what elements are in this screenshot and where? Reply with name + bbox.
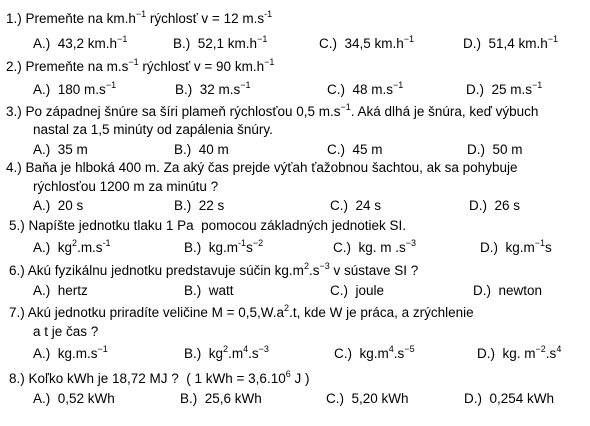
question-number: 4.) [6,160,22,175]
question-1 [6,9,273,26]
option-text: 0,254 kWh [489,391,555,406]
option-4d[interactable] [469,199,520,213]
question-number: 6.) [9,263,25,278]
option-1b[interactable] [173,34,268,51]
option-text: joule [355,283,385,298]
question-3 [6,102,539,119]
question-4-continuation: rýchlosťou 1200 m za minútu ? [33,179,219,194]
option-label: C.) [327,82,345,97]
option-text: 45 m [352,142,383,157]
question-text: Po západnej šnúre sa šíri plameň rýchlosťou 0,5 $m.s^{-1}$. Aká dlhá je šnúra, keď výbuch [25,102,539,119]
option-6b[interactable] [184,284,234,298]
option-text: 24 s [355,198,382,213]
option-label: B.) [174,142,192,157]
option-text: 20 s [57,198,84,213]
option-label: D.) [466,82,484,97]
option-label: A.) [33,198,51,213]
option-label: C.) [333,240,351,255]
option-text: 43,2 $km.h^{-1}$ [57,34,128,51]
option-text: $kg.m^{-1}s^{-2}$ [208,238,264,255]
option-text: 22 s [198,198,225,213]
option-label: D.) [467,142,485,157]
option-6a[interactable] [33,284,88,298]
option-label: B.) [184,346,202,361]
option-label: A.) [33,240,51,255]
question-number: 7.) [9,305,25,320]
option-3c[interactable] [327,143,383,157]
option-1d[interactable] [463,34,559,51]
question-text: Akú fyzikálnu jednotku predstavuje súčin $kg.m^2.s^{-3}$ v sústave SI ? [27,261,419,278]
question-8 [9,369,310,386]
option-text: newton [498,283,543,298]
option-text: $kg.m^4.s^{-5}$ [359,344,415,361]
option-text: $kg^2.m.s^{-1}$ [57,238,111,255]
option-5c[interactable] [333,238,417,255]
option-label: B.) [174,198,192,213]
option-text: 50 m [492,142,523,157]
option-7a[interactable] [33,344,108,361]
option-text: watt [208,283,234,298]
option-text: 180 $m.s^{-1}$ [57,80,117,97]
option-4a[interactable] [33,199,83,213]
option-5d[interactable] [480,238,552,255]
option-1a[interactable] [33,34,128,51]
question-2 [6,57,275,74]
option-label: C.) [330,283,348,298]
question-text: Napíšte jednotku tlaku 1 Pa pomocou základných jednotiek SI. [28,218,407,233]
option-5b[interactable] [184,238,264,255]
question-number: 1.) [6,11,22,26]
option-label: C.) [326,391,344,406]
option-text: 35 m [57,142,88,157]
option-text: 51,4 $km.h^{-1}$ [488,34,559,51]
option-label: C.) [330,198,348,213]
question-3-continuation: nastal za 1,5 minúty od zapálenia šnúry. [33,122,273,137]
option-label: C.) [334,346,352,361]
question-text: Premeňte na $km.h^{-1}$ rýchlosť v = 12 $m.s^{-1}$ [25,9,273,26]
option-5a[interactable] [33,238,111,255]
option-label: D.) [477,346,495,361]
option-3b[interactable] [174,143,229,157]
option-label: C.) [327,142,345,157]
option-label: A.) [33,82,51,97]
option-text: 26 s [494,198,521,213]
option-label: D.) [480,240,498,255]
option-3a[interactable] [33,143,88,157]
question-6 [9,261,419,278]
question-number: 5.) [9,218,25,233]
question-5 [9,219,406,233]
question-number: 8.) [9,371,25,386]
option-label: A.) [33,391,51,406]
question-text: Baňa je hlboká 400 m. Za aký čas prejde výťah ťažobnou šachtou, ak sa pohybuje [25,160,518,175]
option-label: A.) [33,346,51,361]
option-text: 48 $m.s^{-1}$ [352,80,404,97]
option-text: 0,52 kWh [57,391,115,406]
option-6c[interactable] [330,284,384,298]
option-2b[interactable] [175,80,251,97]
question-text: Akú jednotku priradíte veličine $M = 0,5,W.a^2.t$, kde W je práca, a zrýchlenie [27,303,474,320]
option-label: D.) [469,198,487,213]
option-text: 32 $m.s^{-1}$ [199,80,251,97]
option-label: D.) [473,283,491,298]
question-7 [9,303,474,320]
option-label: D.) [464,391,482,406]
option-4b[interactable] [174,199,224,213]
option-text: $kg^2.m^4.s^{-3}$ [208,344,269,361]
option-label: A.) [33,283,51,298]
option-6d[interactable] [473,284,542,298]
option-8a[interactable] [33,392,115,406]
option-3d[interactable] [467,143,523,157]
option-text: 40 m [198,142,229,157]
option-label: B.) [184,283,202,298]
question-7-continuation: a t je čas ? [33,324,99,339]
option-label: C.) [319,36,337,51]
option-text: 52,1 $km.h^{-1}$ [197,34,268,51]
option-text: kg. $m^{-2}.s^4$ [502,344,562,361]
option-text: 5,20 kWh [351,391,409,406]
question-number: 2.) [6,59,22,74]
option-1c[interactable] [319,34,415,51]
option-text: $kg.m^{-1}s$ [505,238,552,255]
option-2c[interactable] [327,80,404,97]
option-label: B.) [173,36,191,51]
option-2a[interactable] [33,80,117,97]
option-8b[interactable] [180,392,262,406]
option-7b[interactable] [184,344,269,361]
question-4 [6,161,517,175]
option-7c[interactable] [334,344,415,361]
question-number: 3.) [6,104,22,119]
option-text: 34,5 $km.h^{-1}$ [344,34,415,51]
option-label: B.) [175,82,193,97]
option-4c[interactable] [330,199,381,213]
option-label: B.) [180,391,198,406]
question-text: Koľko kWh je 18,72 MJ ? ( 1 kWh = $3,6.10^6$ J ) [28,369,310,386]
option-8d[interactable] [464,392,554,406]
option-label: A.) [33,36,51,51]
question-text: Premeňte na $m.s^{-1}$ rýchlosť v = 90 $km.h^{-1}$ [25,57,275,74]
option-text: hertz [57,283,88,298]
option-label: D.) [463,36,481,51]
option-text: 25 $m.s^{-1}$ [491,80,543,97]
option-label: A.) [33,142,51,157]
option-label: B.) [184,240,202,255]
option-7d[interactable] [477,344,562,361]
option-text: 25,6 kWh [204,391,262,406]
option-text: $kg.m.s^{-1}$ [57,344,108,361]
option-text: kg. m $.s^{-3}$ [358,238,417,255]
option-8c[interactable] [326,392,409,406]
option-2d[interactable] [466,80,543,97]
